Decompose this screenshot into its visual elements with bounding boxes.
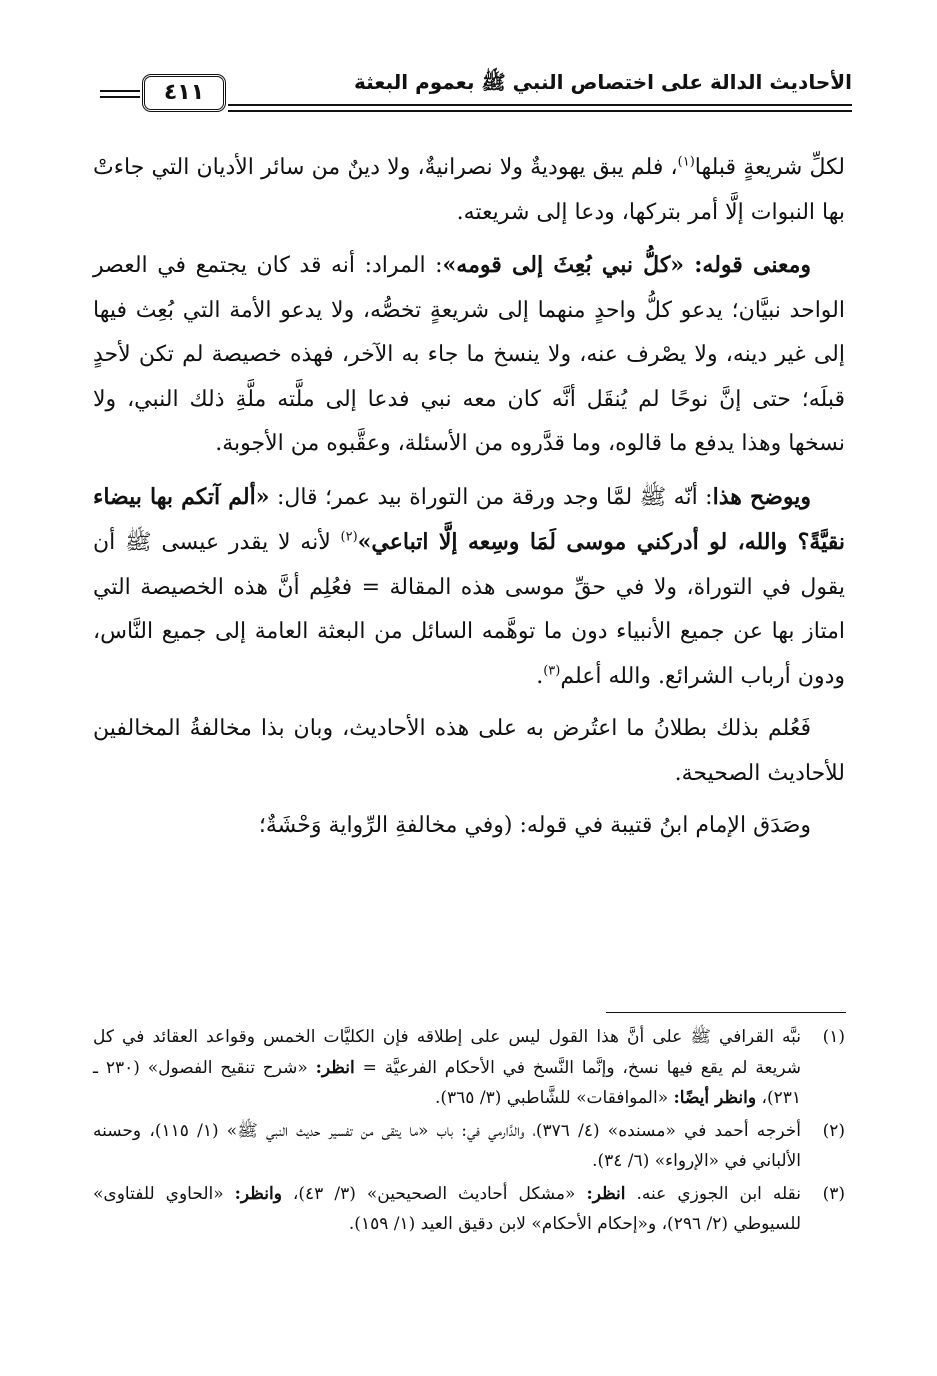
paragraph <box>93 243 845 467</box>
footnote-text: انظر: <box>586 1183 626 1204</box>
text-run: ويوضح هذا <box>712 483 811 510</box>
footnotes <box>93 1022 845 1242</box>
footnote-number: (٣) <box>822 1183 845 1204</box>
hadith-quote: «ألم آتكم بها بيضاء نقيَّةً؟ والله، لو أدركني موسى لَمَا وسِعه إلَّا اتباعي» <box>93 483 846 555</box>
footnote-separator <box>606 1012 846 1013</box>
header-rule <box>100 96 140 98</box>
footnote-text: «الموافقات» للشَّاطبي (٣/ ٣٦٥). <box>434 1088 674 1108</box>
text-run: : أنّه ﷺ لمَّا وجد ورقة من التوراة بيد عمر؛ قال: <box>269 484 713 510</box>
footnote-text: «شرح تنقيح الفصول» (٢٣٠ ـ ٢٣١)، <box>93 1057 801 1108</box>
text-run: . <box>536 663 544 689</box>
page-number: ٤١١ <box>142 74 226 112</box>
footnote-number: (١) <box>822 1027 845 1047</box>
paragraph <box>93 475 845 700</box>
footnote-ref: (٣) <box>543 663 561 679</box>
footnote-ref: (٢) <box>340 529 358 545</box>
footnote <box>93 1179 845 1240</box>
footnote-number: (٢) <box>822 1120 845 1141</box>
hadith-quote: «كلُّ نبي بُعِثَ إلى قومه» <box>442 252 685 278</box>
footnote-text: انظر: <box>315 1057 355 1078</box>
footnote-ref: (١) <box>677 154 695 170</box>
header-rule <box>228 104 852 106</box>
text-run: لأنه لا يقدر عيسى ﷺ أن يقول في التوراة، ولا في حقِّ موسى هذه المقالة = فعُلِم أنَّ هذه الخصيصة التي امتاز بها عن جميع الأنبياء دون ما توهَّمه السائل من البعثة العامة إلى جميع النَّاس، ودون أرباب الشرائع. والله أعلم <box>93 530 845 689</box>
text-run: لكلِّ شريعةٍ قبلها <box>694 155 845 180</box>
running-title: الأحاديث الدالة على اختصاص النبي ﷺ بعموم البعثة <box>354 70 852 94</box>
paragraph: وصَدَق الإمام ابنُ قتيبة في قوله: (وفي مخالفةِ الرِّواية وَحْشَةٌ؛ <box>258 813 811 838</box>
page-header <box>100 66 852 118</box>
footnote-text: وانظر: <box>234 1183 282 1204</box>
paragraph: فَعُلم بذلك بطلانُ ما اعتُرض به على هذه الأحاديث، وبان بذا مخالفةُ المخالفين للأحاديث الصحيحة. <box>93 716 845 786</box>
footnote-text: نقله ابن الجوزي عنه. <box>625 1183 801 1204</box>
footnote <box>93 1116 845 1177</box>
text-run: ومعنى قوله: <box>684 252 811 278</box>
paragraph <box>93 146 845 235</box>
header-rule <box>228 110 852 112</box>
footnote-text: نبَّه القرافي ﷺ على أنَّ هذا القول ليس على إطلاقه فإن الكليَّات الخمس وقواعد العقائد في كل شريعة لم يقع فيها نسخ، وإنَّما النَّسخ في الأحكام الفرعيَّة = <box>93 1027 801 1078</box>
text-run: ، فلم يبق يهوديةٌ ولا نصرانيةٌ، ولا دينٌ من سائر الأديان التي جاءتْ بها النبوات إلَّا أمر بتركها، ودعا إلى شريعته. <box>93 155 845 225</box>
footnote-text: «مشكل أحاديث الصحيحين» (٣/ ٤٣)، <box>281 1183 587 1204</box>
footnote-text: أخرجه أحمد في «مسنده» (٤/ ٣٧٦)، والدَّارمي في: باب «ما يتقى من تفسير حديث النبي ﷺ» (١/ ١١٥)، وحسنه الألباني في «الإرواء» (٦/ ٣٤). <box>93 1120 801 1171</box>
header-rule <box>100 90 140 92</box>
footnote-text: «الحاوي للفتاوى» للسيوطي (٢/ ٢٩٦)، و«إحكام الأحكام» لابن دقيق العيد (١/ ١٥٩). <box>93 1183 801 1234</box>
footnote <box>93 1022 845 1114</box>
main-text <box>93 146 845 857</box>
footnote-text: وانظر أيضًا: <box>673 1088 757 1108</box>
text-run: : المراد: أنه قد كان يجتمع في العصر الواحد نبيَّان؛ يدعو كلُّ واحدٍ منهما إلى شريعةٍ تخصُّه، ولا يدعو الأمة التي بُعِث فيها إلى غير دينه، ولا يصْرف عنه، ولا ينسخ ما جاء به الآخر، فهذه خصيصة لم تكن لأحدٍ قبلَه؛ حتى إنَّ نوحًا لم يُنقَل أنَّه كان معه نبي فدعا إلى ملَّته ملَّةِ ذلك النبي، ولا نسخها وهذا يدفع ما قالوه، وما قدَّروه من الأسئلة، وعقَّبوه من الأجوبة. <box>93 253 845 456</box>
